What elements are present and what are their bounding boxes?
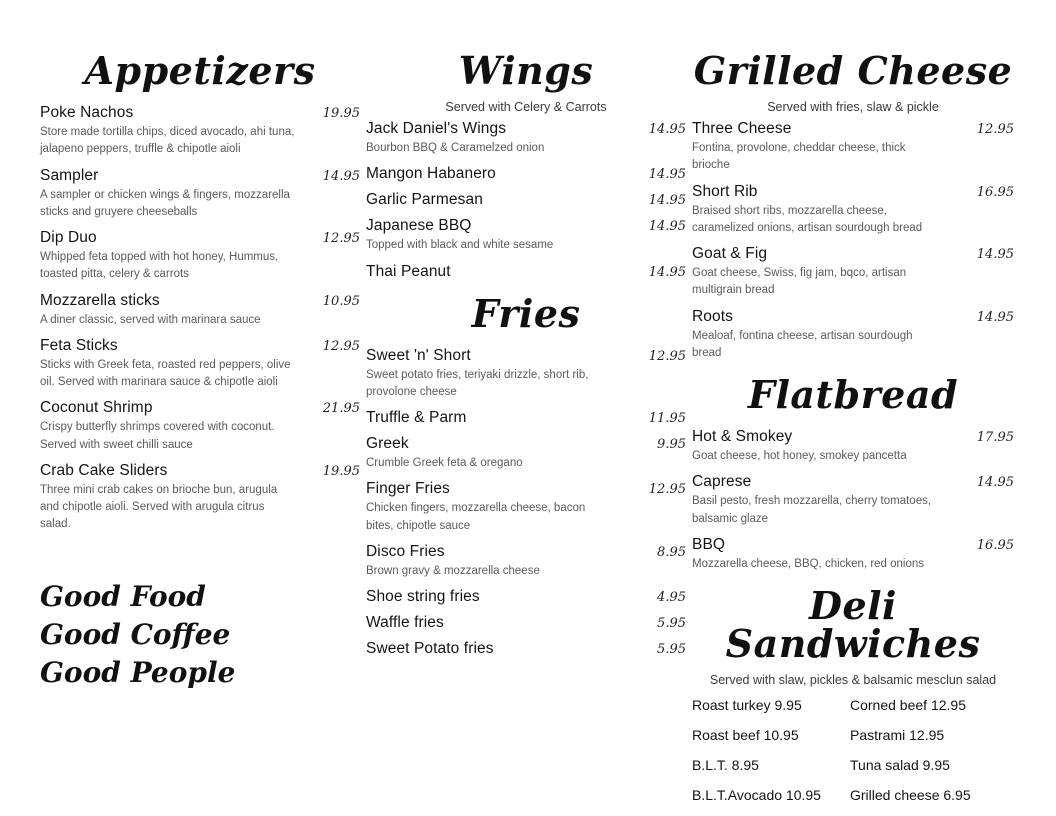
menu-item-row	[692, 120, 1014, 138]
menu-item-name: Sweet 'n' Short	[366, 346, 471, 364]
menu-item-price: 19.95	[322, 463, 360, 479]
menu-item-name: Hot & Smokey	[692, 428, 793, 445]
menu-item-description: Crispy butterfly shrimps covered with coconut. Served with sweet chilli sauce	[40, 421, 275, 451]
menu-item-price: 17.95	[976, 430, 1014, 445]
menu-item-price: 4.95	[657, 590, 686, 605]
section-title-appetizers: Appetizers	[84, 48, 316, 93]
menu-item-name: Shoe string fries	[366, 588, 480, 605]
menu-item-name: Finger Fries	[366, 480, 450, 498]
menu-item-name: Coconut Shrimp	[40, 399, 153, 417]
menu-item-name: BBQ	[692, 535, 726, 553]
menu-item	[366, 347, 686, 402]
section-title-fries: Fries	[471, 290, 581, 336]
menu-item-row	[40, 462, 360, 480]
menu-item-row	[692, 473, 1014, 491]
menu-item	[366, 435, 686, 472]
deli-item: Roast beef 10.95	[692, 727, 799, 743]
menu-item	[40, 104, 360, 159]
deli-item: B.L.T.Avocado 10.95	[692, 787, 821, 803]
section-note-wings: Served with Celery & Carrots	[445, 100, 607, 114]
menu-item-row	[692, 183, 1014, 201]
menu-item-row	[366, 120, 686, 138]
menu-item-price: 14.95	[648, 264, 686, 280]
menu-item-name: Japanese BBQ	[366, 217, 472, 235]
menu-item	[366, 165, 686, 183]
section-note-deli: Served with slaw, pickles & balsamic mesclun salad	[709, 673, 997, 687]
section-wings-fries	[366, 48, 686, 666]
menu-item-price: 19.95	[322, 106, 360, 121]
menu-item-description: Bourbon BBQ & Caramelzed onion	[366, 142, 545, 154]
menu-item-name: Poke Nachos	[40, 104, 134, 121]
menu-item-name: Greek	[366, 435, 409, 452]
menu-item-row	[40, 399, 360, 417]
menu-item-row	[366, 165, 686, 183]
menu-item-description: Goat cheese, Swiss, fig jam, bqco, artisan multigrain bread	[692, 267, 907, 297]
menu-item-name: Mozzarella sticks	[40, 291, 160, 309]
deli-item: Grilled cheese 6.95	[850, 787, 971, 803]
menu-item-row	[366, 480, 686, 498]
menu-item-price: 12.95	[976, 122, 1014, 137]
tagline-block	[40, 578, 340, 691]
section-grilled-cheese-flatbread-deli	[692, 48, 1014, 803]
menu-item-name: Truffle & Parm	[366, 409, 467, 426]
menu-item-price: 12.95	[648, 482, 686, 498]
menu-item-description: A sampler or chicken wings & fingers, mozzarella sticks and gruyere cheeseballs	[40, 188, 290, 218]
menu-item-price: 11.95	[648, 411, 686, 426]
menu-item-description: Braised short ribs, mozzarella cheese, caramelized onions, artisan sourdough bread	[692, 204, 923, 234]
menu-item	[366, 217, 686, 254]
menu-item-row	[40, 104, 360, 122]
menu-item-name: Garlic Parmesan	[366, 191, 483, 209]
menu-item-row	[40, 167, 360, 185]
menu-item-name: Short Rib	[692, 182, 758, 200]
menu-item-row	[692, 536, 1014, 554]
tagline-line-1: Good Food	[40, 580, 206, 613]
menu-item	[40, 292, 360, 329]
menu-item-name: Crab Cake Sliders	[40, 461, 168, 479]
menu-item-description: Mealoaf, fontina cheese, artisan sourdough bread	[692, 329, 913, 359]
menu-item-price: 9.95	[657, 437, 686, 452]
menu-item-name: Thai Peanut	[366, 262, 451, 280]
menu-item-price: 14.95	[648, 219, 686, 235]
menu-item-row	[366, 435, 686, 453]
menu-item-name: Sweet Potato fries	[366, 640, 494, 657]
menu-item	[366, 640, 686, 658]
menu-item	[40, 167, 360, 222]
menu-item	[692, 120, 1014, 175]
section-note-grilled-cheese: Served with fries, slaw & pickle	[767, 100, 939, 114]
menu-item-description: Sweet potato fries, teriyaki drizzle, short rib, provolone cheese	[366, 368, 589, 398]
deli-items-grid	[692, 697, 1014, 803]
menu-item	[692, 308, 1014, 363]
menu-item	[366, 263, 686, 281]
menu-item-price: 12.95	[648, 348, 686, 364]
menu-item-price: 16.95	[976, 184, 1014, 200]
menu-item-description: A diner classic, served with marinara sauce	[40, 313, 261, 326]
menu-item-row	[366, 263, 686, 281]
menu-item	[692, 428, 1014, 465]
menu-item	[366, 543, 686, 580]
menu-item-row	[366, 614, 686, 632]
menu-item-row	[692, 308, 1014, 326]
section-title-flatbread: Flatbread	[747, 372, 959, 417]
menu-item-row	[692, 245, 1014, 263]
menu-item-description: Sticks with Greek feta, roasted red peppers, olive oil. Served with marinara sauce & chipotle aioli	[40, 358, 291, 388]
menu-item-price: 14.95	[976, 475, 1014, 491]
menu-item-description: Store made tortilla chips, diced avocado, ahi tuna, jalapeno peppers, truffle & chipotle aioli	[40, 126, 295, 156]
menu-item-description: Fontina, provolone, cheddar cheese, thick brioche	[692, 142, 906, 172]
menu-item-row	[40, 337, 360, 355]
menu-item-name: Disco Fries	[366, 542, 445, 560]
menu-item-price: 14.95	[648, 122, 686, 137]
menu-item	[692, 536, 1014, 573]
menu-item-row	[366, 640, 686, 658]
tagline-line-3: Good People	[40, 655, 236, 689]
menu-item-price: 12.95	[322, 338, 360, 354]
menu-item	[692, 245, 1014, 300]
menu-item	[692, 183, 1014, 238]
deli-item: Corned beef 12.95	[850, 697, 966, 713]
section-title-grilled-cheese: Grilled Cheese	[693, 48, 1013, 93]
menu-item-name: Mangon Habanero	[366, 165, 496, 183]
menu-item-name: Feta Sticks	[40, 336, 118, 354]
section-title-deli: Deli Sandwiches	[725, 583, 981, 666]
menu-item-description: Basil pesto, fresh mozzarella, cherry tomatoes, balsamic glaze	[692, 495, 932, 525]
menu-item-row	[366, 543, 686, 561]
deli-item: Roast turkey 9.95	[692, 697, 802, 713]
menu-item-name: Three Cheese	[692, 120, 792, 137]
menu-item-row	[366, 347, 686, 365]
menu-item-price: 12.95	[322, 231, 360, 246]
deli-item: Pastrami 12.95	[850, 727, 945, 743]
menu-item-name: Waffle fries	[366, 614, 444, 631]
section-appetizers	[40, 48, 360, 542]
menu-item	[366, 614, 686, 632]
menu-item	[366, 588, 686, 606]
menu-item-description: Whipped feta topped with hot honey, Hummus, toasted pitta, celery & carrots	[40, 251, 279, 281]
deli-item: Tuna salad 9.95	[850, 757, 950, 773]
menu-item	[366, 120, 686, 157]
section-title-wings: Wings	[458, 48, 594, 93]
menu-item-description: Crumble Greek feta & oregano	[366, 457, 523, 469]
menu-item-price: 10.95	[322, 293, 360, 309]
menu-item-description: Mozzarella cheese, BBQ, chicken, red onions	[692, 557, 925, 570]
deli-item: B.L.T. 8.95	[692, 757, 759, 773]
menu-item	[366, 191, 686, 209]
menu-item-description: Three mini crab cakes on brioche bun, arugula and chipotle aioli. Served with arugula citrus salad.	[40, 483, 278, 531]
menu-item-row	[366, 191, 686, 209]
menu-item-description: Topped with black and white sesame	[366, 239, 554, 252]
menu-item	[366, 480, 686, 535]
menu-item-description: Brown gravy & mozzarella cheese	[366, 564, 540, 577]
menu-item-name: Caprese	[692, 473, 752, 491]
menu-item	[366, 409, 686, 427]
menu-item-name: Jack Daniel's Wings	[366, 120, 507, 137]
menu-item-name: Sampler	[40, 166, 99, 184]
menu-item	[692, 473, 1014, 528]
menu-item	[40, 462, 360, 534]
menu-item	[40, 399, 360, 454]
menu-item	[40, 337, 360, 392]
menu-item-price: 16.95	[976, 537, 1014, 553]
menu-item-row	[40, 292, 360, 310]
menu-item-price: 14.95	[322, 168, 360, 184]
menu-item-row	[366, 588, 686, 606]
menu-item-price: 5.95	[657, 616, 686, 631]
menu-item-price: 14.95	[976, 247, 1014, 262]
menu-item-row	[366, 217, 686, 235]
menu-item-description: Chicken fingers, mozzarella cheese, bacon bites, chipotle sauce	[366, 502, 586, 532]
tagline-line-2: Good Coffee	[40, 617, 231, 651]
menu-item-price: 5.95	[657, 642, 686, 657]
menu-item-row	[692, 428, 1014, 446]
menu-item-name: Dip Duo	[40, 229, 97, 246]
menu-item-description: Goat cheese, hot honey, smokey pancetta	[692, 450, 907, 462]
menu-item	[40, 229, 360, 284]
menu-item-name: Roots	[692, 307, 733, 325]
menu-item-price: 14.95	[648, 167, 686, 183]
menu-item-price: 8.95	[657, 544, 686, 560]
menu-item-row	[366, 409, 686, 427]
menu-item-price: 21.95	[322, 401, 360, 417]
menu-item-price: 14.95	[648, 193, 686, 209]
menu-item-name: Goat & Fig	[692, 245, 768, 262]
menu-item-price: 14.95	[976, 309, 1014, 325]
menu-item-row	[40, 229, 360, 247]
